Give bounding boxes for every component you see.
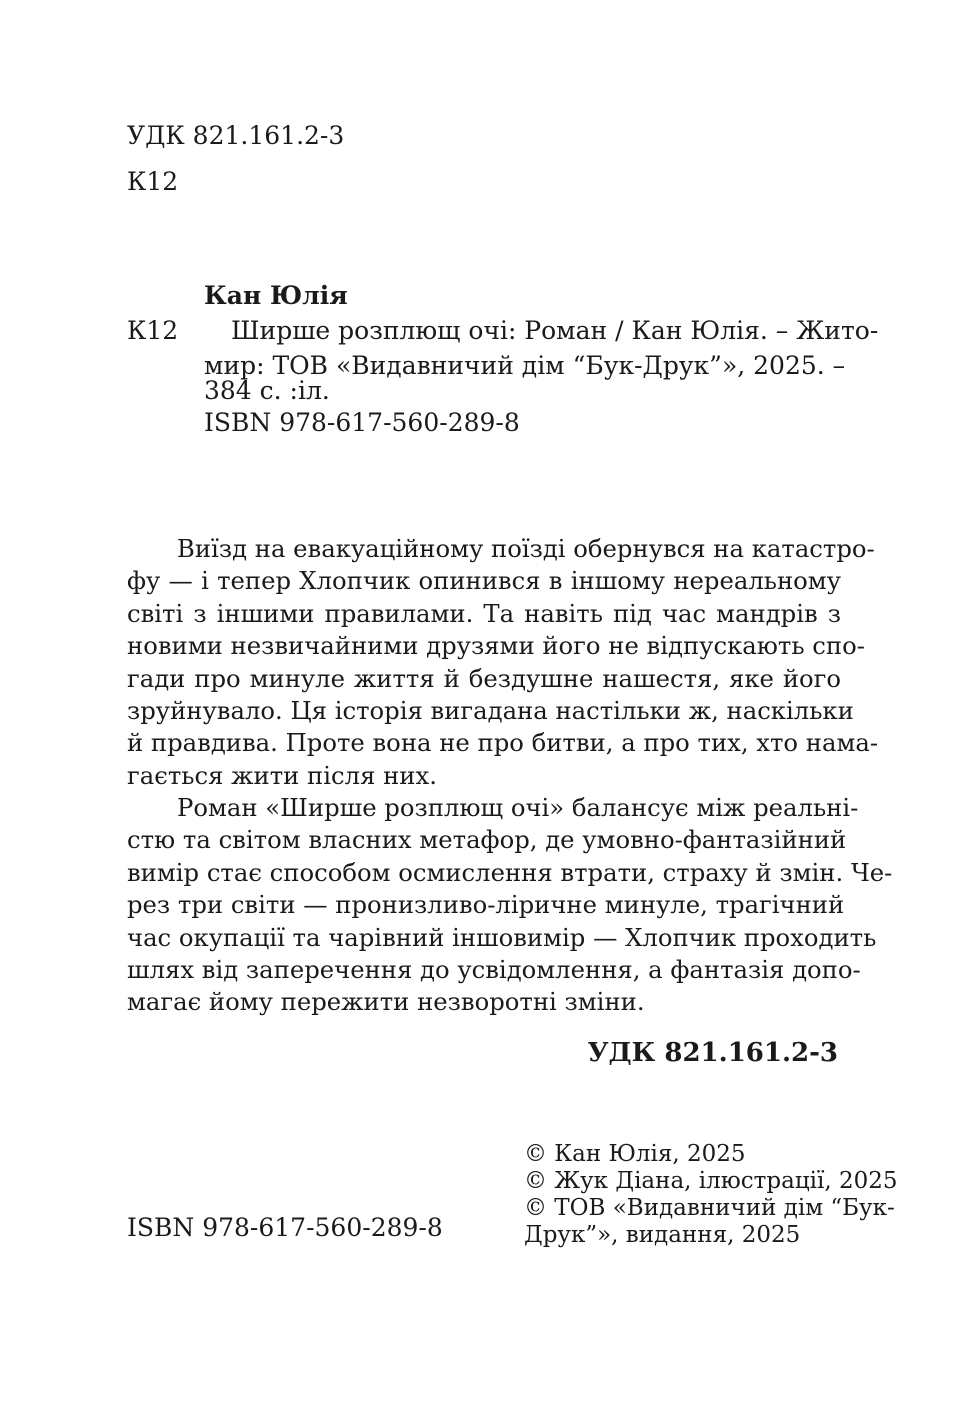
bibliographic-isbn: ISBN 978-617-560-289-8 (204, 408, 520, 437)
author-mark: К12 (127, 316, 179, 345)
annotation-line: Роман «Ширше розплющ очі» балансує між реальні- (177, 793, 859, 822)
annotation-line: Виїзд на евакуаційному поїзді обернувся на катастро- (177, 534, 875, 563)
copyright-line: © ТОВ «Видавничий дім “Бук- (524, 1195, 895, 1221)
author-mark-top: К12 (127, 167, 179, 196)
annotation-line: новими незвичайними друзями його не відпускають спо- (127, 631, 865, 661)
copyright-line: Друк”», видання, 2025 (524, 1222, 801, 1248)
annotation-line: гади про минуле життя й бездушне нашестя, яке його (127, 663, 841, 693)
bibliographic-line: Ширше розплющ очі: Роман / Кан Юлія. – Жито- (231, 316, 879, 345)
copyright-line: © Жук Діана, ілюстрації, 2025 (524, 1168, 898, 1194)
annotation-paragraph-2 (127, 792, 893, 1019)
isbn: ISBN 978-617-560-289-8 (127, 1213, 443, 1242)
annotation-line: зруйнувало. Ця історія вигадана настільки ж, наскільки (127, 696, 854, 726)
annotation-line: магає йому пережити незворотні зміни. (127, 987, 645, 1017)
bibliographic-line: 384 с. :іл. (204, 376, 330, 405)
annotation-line: стю та світом власних метафор, де умовно-фантазійний (127, 825, 847, 855)
annotation-line: гається жити після них. (127, 760, 437, 790)
bibliographic-line: мир: ТОВ «Видавничий дім “Бук-Друк”», 2025. – (204, 351, 846, 380)
annotation-line: й правдива. Проте вона не про битви, а про тих, хто нама- (127, 728, 879, 758)
annotation-line: світі з іншими правилами. Та навіть під час мандрів з (127, 598, 841, 628)
udk-code-bottom: УДК 821.161.2-3 (587, 1038, 838, 1068)
annotation-line: час окупації та чарівний іншовимір — Хлопчик проходить (127, 922, 877, 952)
annotation-line: фу — і тепер Хлопчик опинився в іншому нереальному (127, 566, 841, 596)
annotation-line: рез три світи — пронизливо-ліричне минуле, трагічний (127, 890, 845, 920)
annotation-paragraph-1 (127, 533, 879, 792)
udk-code-top: УДК 821.161.2-3 (127, 121, 345, 150)
copyright-block (524, 1141, 898, 1249)
copyright-line: © Кан Юлія, 2025 (524, 1141, 746, 1167)
annotation-line: вимір стає способом осмислення втрати, страху й змін. Че- (127, 857, 893, 887)
annotation-line: шлях від заперечення до усвідомлення, а фантазія допо- (127, 955, 861, 985)
author-name: Кан Юлія (204, 281, 348, 310)
